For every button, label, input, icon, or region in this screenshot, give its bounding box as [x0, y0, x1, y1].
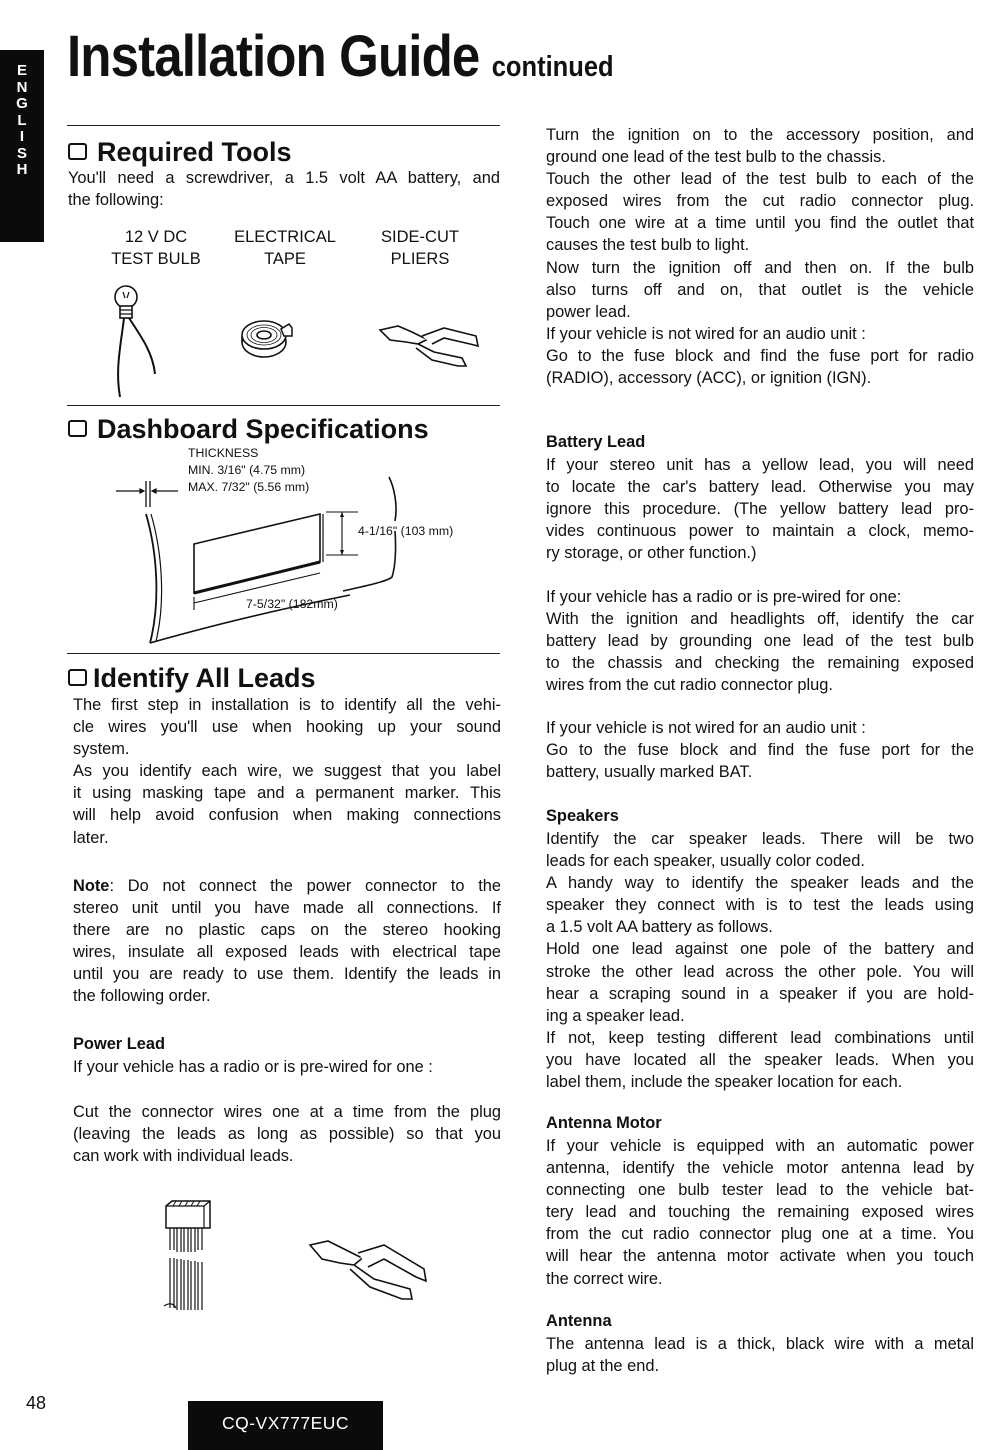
model-number-badge: CQ-VX777EUC — [188, 1401, 383, 1450]
speakers-paragraph — [546, 828, 974, 1093]
subheading-speakers: Speakers — [546, 807, 619, 825]
text-line: wires from the cut radio connector plug. — [546, 676, 833, 695]
identify-leads-intro — [73, 694, 501, 849]
text-line: wires, insulate all exposed leads with electrical tape — [73, 943, 501, 962]
subheading-power-lead: Power Lead — [73, 1035, 165, 1053]
text-line: antenna, identify the vehicle motor antenna lead by — [546, 1159, 974, 1178]
section-title-required-tools — [68, 139, 292, 166]
text-line: tery lead and touching the remaining exposed wires — [546, 1203, 974, 1222]
text-line: Identify the car speaker leads. There will be two — [546, 830, 974, 848]
text-line: hear a scraping sound in a speaker if you are hold- — [546, 984, 974, 1003]
text-line: Touch the other lead of the test bulb to each of the — [546, 170, 974, 189]
battery-lead-paragraph-1 — [546, 454, 974, 564]
tool-label-line: ELECTRICAL — [234, 228, 336, 246]
tool-label-line: 12 V DC — [124, 228, 188, 246]
text-line: plug at the end. — [546, 1357, 660, 1376]
text-line: system. — [73, 740, 130, 759]
section-title-identify-leads — [68, 665, 316, 692]
text-line: If not, keep testing different lead combinations until — [546, 1028, 974, 1047]
text-line: the correct wire. — [546, 1269, 663, 1288]
text-line: ry storage, or other function.) — [546, 544, 757, 563]
thickness-label: THICKNESS — [188, 446, 259, 460]
text-line: The antenna lead is a thick, black wire with a metal — [546, 1335, 974, 1353]
text-line: causes the test bulb to light. — [546, 236, 750, 255]
section-title-text: Identify All Leads — [93, 663, 316, 693]
text-line: from the cut radio connector plug one at a time. You — [546, 1225, 974, 1244]
text-line: Cut the connector wires one at a time from the plug — [73, 1103, 501, 1121]
required-tools-intro — [68, 167, 500, 211]
page-title — [67, 24, 614, 89]
section-title-text: Required Tools — [97, 137, 292, 167]
note-label: Note — [73, 877, 110, 895]
text-line: stereo unit until you have made all connections. If — [73, 899, 501, 918]
power-lead-condition — [73, 1056, 501, 1078]
thickness-arrow-left — [116, 489, 144, 493]
text-line: cle wires you'll use when hooking up your sound — [73, 718, 501, 737]
power-lead-paragraph — [73, 1101, 501, 1167]
checkbox-icon — [68, 669, 87, 686]
text-line: it using masking tape and a permanent marker. This — [73, 784, 501, 803]
language-letter: L — [17, 111, 27, 129]
text-line: speaker they connect with is to test the leads using — [546, 896, 974, 915]
text-line: (RADIO), accessory (ACC), or ignition (IGN). — [546, 369, 872, 388]
text-line: If your vehicle is not wired for an audio unit : — [546, 324, 866, 343]
text-line: exposed wires from the cut radio connector plug. — [546, 192, 974, 211]
language-letter: G — [16, 95, 28, 112]
subheading-antenna: Antenna — [546, 1312, 612, 1330]
text-line: until you are ready to use them. Identify the leads in — [73, 965, 501, 984]
text-line: With the ignition and headlights off, identify the car — [546, 610, 974, 629]
battery-lead-paragraph-3 — [546, 717, 974, 783]
note-paragraph — [73, 875, 501, 1008]
thickness-min: MIN. 3/16" (4.75 mm) — [188, 463, 306, 477]
text-line: power lead. — [546, 302, 631, 321]
antenna-paragraph — [546, 1333, 974, 1377]
page-title-continued: continued — [491, 51, 614, 83]
language-letter: S — [16, 144, 27, 162]
text-line: The first step in installation is to identify all the vehi- — [73, 696, 501, 714]
text-line: If your vehicle has a radio or is pre-wired for one: — [546, 588, 902, 606]
text-line: to the chassis and checking the remaining exposed — [546, 654, 974, 673]
text-line: As you identify each wire, we suggest that you label — [73, 762, 501, 781]
text-line: the following order. — [73, 987, 211, 1006]
connector-plug-icon — [160, 1198, 216, 1316]
section-divider — [67, 125, 500, 126]
side-cut-pliers-icon — [378, 322, 484, 370]
power-lead-continued — [546, 124, 974, 389]
test-bulb-icon — [105, 284, 175, 402]
tool-label-side-cut-pliers — [350, 226, 490, 270]
text-line: will help avoid confusion when making connections — [73, 806, 501, 825]
text-line: A handy way to identify the speaker leads and the — [546, 874, 974, 893]
text-line: Hold one lead against one pole of the battery and — [546, 940, 974, 959]
text-line: to locate the car's battery lead. Otherwise you may — [546, 478, 974, 497]
text-line: : Do not connect the power connector to the — [109, 877, 501, 895]
dashboard-opening — [194, 514, 320, 593]
text-line: also turns off and on, that outlet is the vehicle — [546, 280, 974, 299]
text-line: later. — [73, 828, 109, 847]
text-line: a 1.5 volt AA battery as follows. — [546, 918, 773, 937]
tool-label-line: TEST BULB — [111, 250, 201, 268]
section-divider — [67, 405, 500, 406]
language-letter: H — [16, 161, 28, 178]
section-divider — [67, 653, 500, 654]
text-line: If your vehicle is not wired for an audio unit : — [546, 719, 866, 737]
text-line: leads for each speaker, usually color coded. — [546, 852, 865, 871]
opening-height: 4-1/16" (103 mm) — [358, 524, 454, 538]
text-line: Go to the fuse block and find the fuse port for radio — [546, 346, 974, 365]
opening-width: 7-5/32" (182mm) — [246, 597, 338, 611]
text-line: battery, usually marked BAT. — [546, 763, 753, 782]
subheading-battery-lead: Battery Lead — [546, 433, 646, 451]
checkbox-icon — [68, 143, 87, 160]
text-line: Go to the fuse block and find the fuse port for the — [546, 741, 974, 760]
text-line: there are no plastic caps on the stereo hooking — [73, 921, 501, 940]
tool-label-line: TAPE — [264, 250, 306, 268]
dashboard-diagram — [110, 445, 490, 645]
section-title-dashboard-specifications — [68, 416, 429, 443]
thickness-arrow-right — [152, 489, 178, 493]
side-cut-pliers-icon — [308, 1237, 434, 1303]
text-line: If your vehicle has a radio or is pre-wired for one : — [73, 1058, 433, 1076]
checkbox-icon — [68, 420, 87, 437]
text-line: can work with individual leads. — [73, 1147, 294, 1166]
text-line: ing a speaker lead. — [546, 1006, 685, 1025]
text-line: (leaving the leads as long as possible) so that you — [73, 1125, 501, 1144]
text-line: you have located all the speaker leads. When you — [546, 1050, 974, 1069]
text-line: You'll need a screwdriver, a 1.5 volt AA battery, and — [68, 169, 500, 187]
tool-label-test-bulb — [86, 226, 226, 270]
text-line: If your stereo unit has a yellow lead, you will need — [546, 456, 974, 474]
text-line: Now turn the ignition off and then on. If the bulb — [546, 258, 974, 277]
battery-lead-paragraph-2 — [546, 586, 974, 696]
tool-label-electrical-tape — [215, 226, 355, 270]
subheading-antenna-motor: Antenna Motor — [546, 1114, 662, 1132]
text-line: ground one lead of the test bulb to the chassis. — [546, 148, 886, 167]
text-line: will hear the antenna motor activate when you touch — [546, 1247, 974, 1266]
section-title-text: Dashboard Specifications — [97, 414, 429, 444]
page-title-text: Installation Guide — [67, 24, 480, 89]
text-line: If your vehicle is equipped with an automatic power — [546, 1137, 974, 1155]
tool-label-line: SIDE-CUT — [381, 228, 459, 246]
page-number: 48 — [26, 1393, 47, 1413]
text-line: connecting one bulb tester lead to the vehicle bat- — [546, 1181, 974, 1200]
antenna-motor-paragraph — [546, 1135, 974, 1290]
language-letter: E — [16, 62, 27, 79]
text-line: vides continuous power to maintain a clock, memo- — [546, 522, 974, 541]
text-line: the following: — [68, 191, 164, 210]
language-letter: I — [19, 128, 25, 145]
electrical-tape-icon — [241, 318, 301, 360]
text-line: label them, include the speaker location for each. — [546, 1073, 903, 1092]
text-line: battery lead by grounding one lead of the test bulb — [546, 632, 974, 651]
language-tab — [0, 50, 44, 242]
text-line: Turn the ignition on to the accessory position, and — [546, 126, 974, 144]
thickness-max: MAX. 7/32" (5.56 mm) — [188, 480, 310, 494]
text-line: stroke the other lead across the other pole. You will — [546, 962, 974, 981]
language-letter: N — [16, 78, 28, 96]
text-line: Touch one wire at a time until you find the outlet that — [546, 214, 974, 233]
text-line: ignore this procedure. (The yellow battery lead pro- — [546, 500, 974, 519]
tool-label-line: PLIERS — [390, 250, 450, 268]
